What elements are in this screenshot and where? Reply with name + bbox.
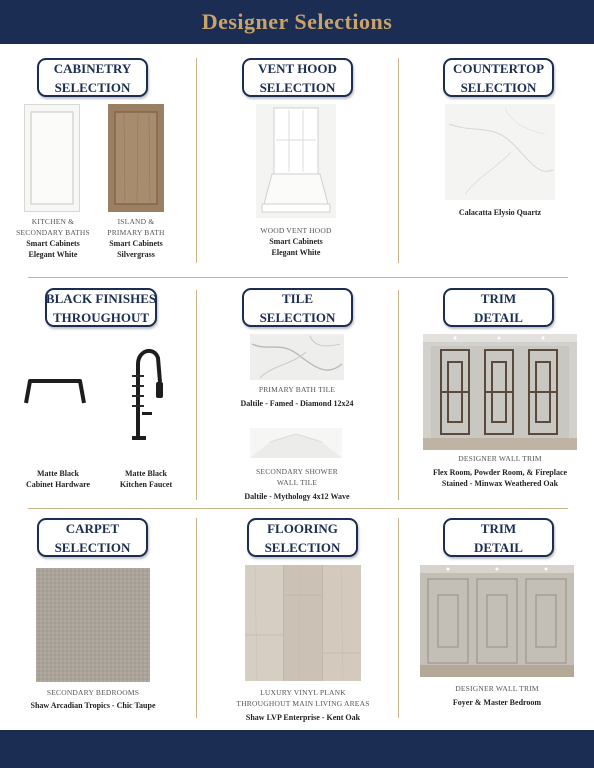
primary-bath-tile-caption	[224, 384, 370, 409]
vent-hood-title-line2: SELECTION	[259, 79, 336, 95]
primary-bath-tile-product: Daltile - Famed - Diamond 12x24	[240, 399, 354, 408]
cabinetry-item2-line1: ISLAND &	[117, 217, 155, 226]
countertop-caption	[430, 207, 570, 218]
cabinetry-item1-finish: Elegant White	[28, 250, 78, 259]
countertop-title-line1: COUNTERTOP	[452, 60, 545, 76]
page-title: Designer Selections	[201, 9, 393, 34]
vent-hood-title-line1: VENT HOOD	[258, 60, 337, 76]
carpet-title-line2: SELECTION	[54, 539, 131, 555]
black-finishes-title-line2: THROUGHOUT	[52, 309, 150, 325]
vent-hood-title-badge	[242, 58, 353, 97]
footer-bar	[0, 730, 594, 768]
vent-hood-image	[256, 104, 336, 218]
countertop-title-badge	[443, 58, 554, 97]
tile-title-line1: TILE	[281, 290, 314, 306]
cabinetry-title-line2: SELECTION	[54, 79, 131, 95]
quartz-countertop-image	[445, 104, 555, 200]
cabinet-hardware-line2: Cabinet Hardware	[25, 480, 91, 489]
flooring-title-line1: FLOORING	[267, 520, 338, 536]
shower-wall-tile-line1: SECONDARY SHOWER	[256, 467, 338, 476]
cabinetry-caption-2	[96, 216, 176, 260]
black-finishes-title-badge	[45, 288, 157, 327]
vent-hood-line1: WOOD VENT HOOD	[260, 226, 332, 235]
trim1-title-line1: TRIM	[480, 290, 517, 306]
cabinet-pull-image	[22, 375, 88, 409]
cabinetry-title-badge	[37, 58, 148, 97]
trim1-stain: Stained - Minwax Weathered Oak	[441, 479, 559, 488]
trim2-title-line1: TRIM	[480, 520, 517, 536]
tile-title-badge	[242, 288, 353, 327]
cabinetry-item1-line2: SECONDARY BATHS	[16, 228, 90, 237]
primary-bath-tile-line1: PRIMARY BATH TILE	[258, 385, 336, 394]
divider-horizontal	[28, 277, 568, 278]
kitchen-faucet-line2: Kitchen Faucet	[119, 480, 173, 489]
white-cabinet-door-image	[24, 104, 80, 212]
shower-wall-tile-caption	[224, 466, 370, 502]
carpet-product: Shaw Arcadian Tropics - Chic Taupe	[30, 701, 156, 710]
shower-wall-tile-product: Daltile - Mythology 4x12 Wave	[244, 492, 350, 501]
carpet-title-badge	[37, 518, 148, 557]
carpet-caption	[18, 687, 168, 711]
carpet-swatch-image	[36, 568, 150, 682]
cabinetry-title-line1: CABINETRY	[53, 60, 132, 76]
trim-detail-2-title-badge	[443, 518, 554, 557]
kitchen-faucet-image	[118, 342, 168, 442]
header-bar	[0, 0, 594, 44]
trim2-title-line2: DETAIL	[474, 539, 523, 555]
divider-vertical	[398, 58, 399, 263]
divider-vertical	[196, 290, 197, 500]
primary-bath-tile-image	[250, 334, 344, 380]
kitchen-faucet-line1: Matte Black	[125, 469, 167, 478]
silvergrass-cabinet-door-image	[108, 104, 164, 212]
vent-hood-brand: Smart Cabinets	[269, 237, 323, 246]
vent-hood-finish: Elegant White	[271, 248, 321, 257]
flooring-title-badge	[247, 518, 358, 557]
flooring-line2: THROUGHOUT MAIN LIVING AREAS	[236, 699, 370, 708]
carpet-title-line1: CARPET	[65, 520, 120, 536]
trim1-line1: DESIGNER WALL TRIM	[458, 454, 542, 463]
carpet-line1: SECONDARY BEDROOMS	[46, 688, 140, 697]
trim2-line1: DESIGNER WALL TRIM	[455, 684, 539, 693]
lvp-flooring-image	[245, 565, 361, 681]
trim1-caption	[410, 453, 590, 489]
cabinet-hardware-caption	[18, 468, 98, 490]
trim1-rooms: Flex Room, Powder Room, & Fireplace	[432, 468, 568, 477]
vent-hood-caption	[236, 225, 356, 258]
cabinet-hardware-line1: Matte Black	[37, 469, 79, 478]
black-finishes-title-line1: BLACK FINISHES	[45, 290, 157, 306]
trim-detail-title-badge	[443, 288, 554, 327]
trim2-rooms: Foyer & Master Bedroom	[452, 698, 542, 707]
foyer-wall-trim-image	[420, 565, 574, 677]
cabinetry-caption-1	[8, 216, 98, 260]
cabinetry-item2-brand: Smart Cabinets	[109, 239, 163, 248]
flooring-title-line2: SELECTION	[264, 539, 341, 555]
cabinetry-item1-brand: Smart Cabinets	[26, 239, 80, 248]
shower-wall-tile-image	[250, 428, 342, 458]
shower-wall-tile-line2: WALL TILE	[276, 478, 318, 487]
countertop-name: Calacatta Elysio Quartz	[458, 208, 542, 217]
cabinetry-item1-line1: KITCHEN &	[31, 217, 75, 226]
flooring-product: Shaw LVP Enterprise - Kent Oak	[245, 713, 361, 722]
flex-room-wall-trim-image	[423, 334, 577, 450]
cabinetry-item2-finish: Silvergrass	[117, 250, 155, 259]
divider-vertical	[196, 518, 197, 718]
divider-vertical	[196, 58, 197, 263]
divider-vertical	[398, 518, 399, 718]
tile-title-line2: SELECTION	[259, 309, 336, 325]
divider-vertical	[398, 290, 399, 500]
trim2-caption	[420, 683, 574, 708]
countertop-title-line2: SELECTION	[460, 79, 537, 95]
trim1-title-line2: DETAIL	[474, 309, 523, 325]
cabinetry-item2-line2: PRIMARY BATH	[107, 228, 165, 237]
kitchen-faucet-caption	[106, 468, 186, 490]
divider-horizontal	[28, 508, 568, 509]
flooring-line1: LUXURY VINYL PLANK	[260, 688, 346, 697]
flooring-caption	[218, 687, 388, 723]
